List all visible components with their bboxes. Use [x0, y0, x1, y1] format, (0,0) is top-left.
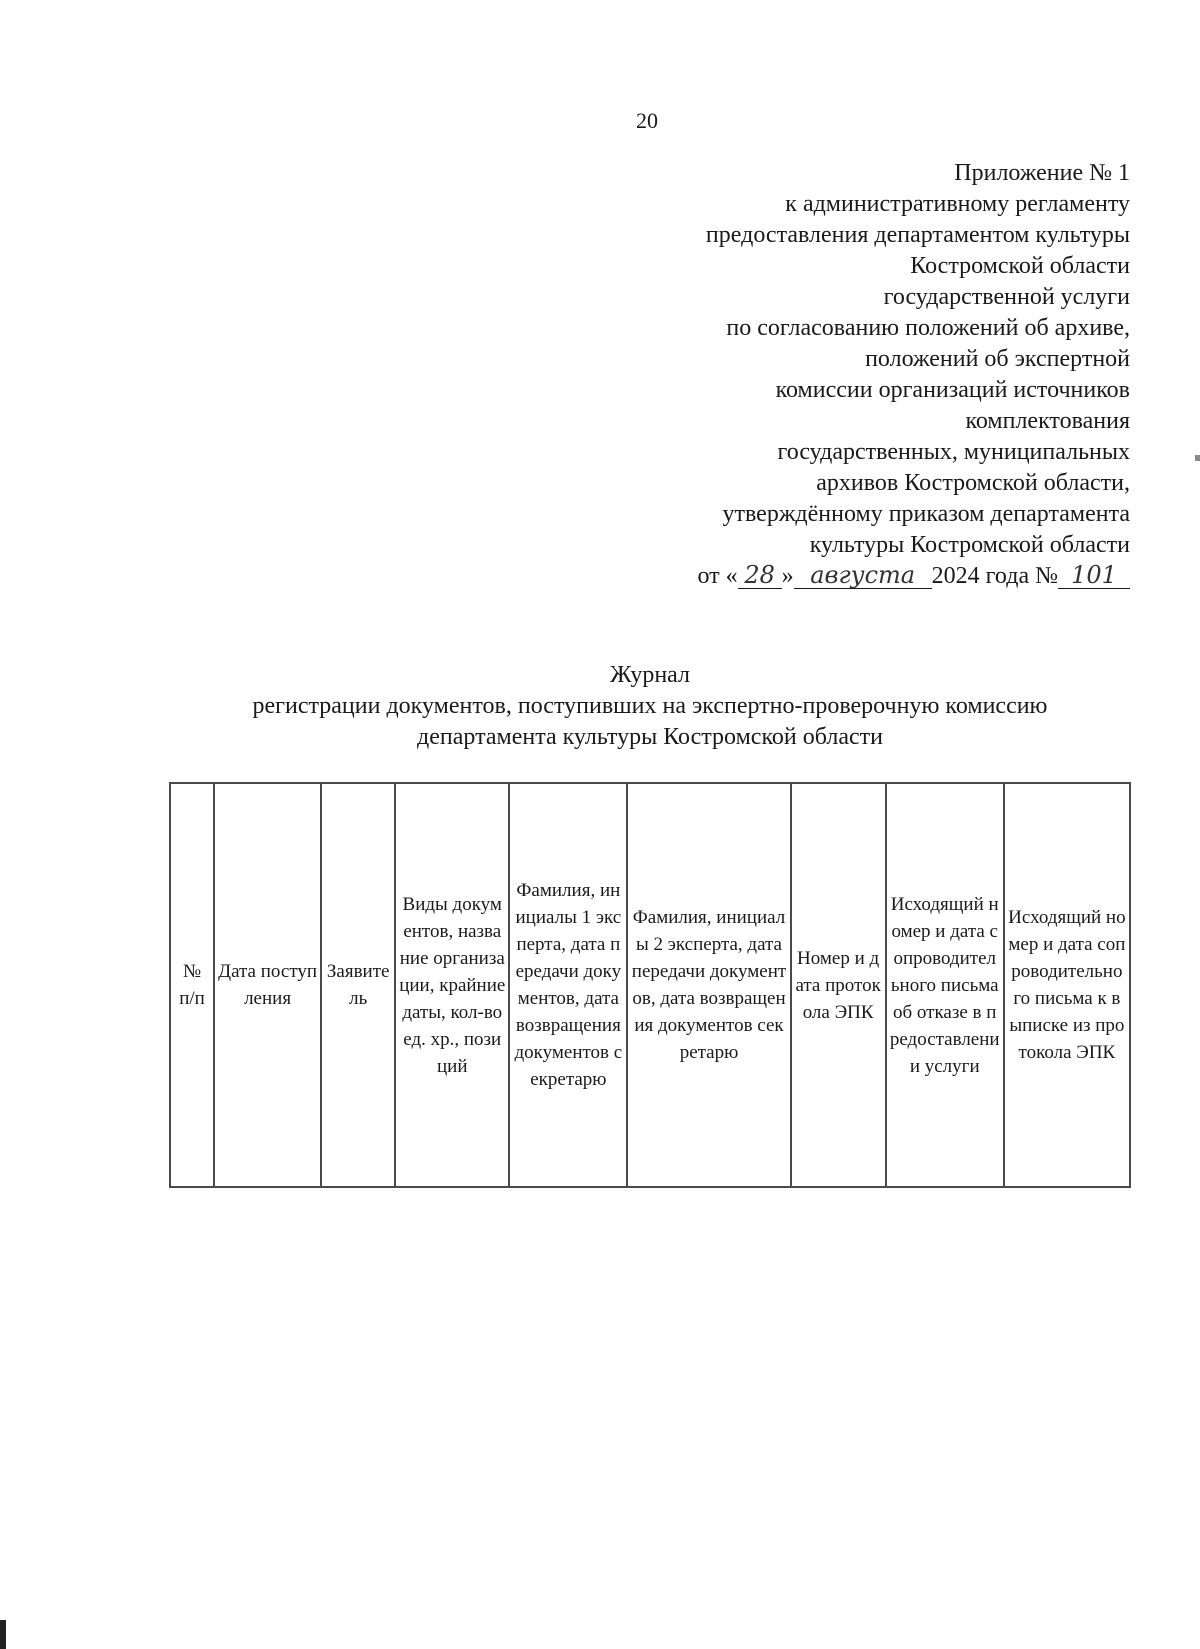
journal-subtitle: регистрации документов, поступивших на экспертно-проверочную комиссию	[252, 693, 1048, 719]
handwritten-day: 28	[738, 562, 782, 589]
handwritten-month: августа	[794, 562, 932, 589]
appendix-line: государственных, муниципальных	[777, 439, 1130, 465]
column-header: № п/п	[170, 783, 214, 1187]
order-date-line	[510, 561, 1130, 592]
appendix-line: по согласованию положений об архиве,	[726, 315, 1130, 341]
column-header: Виды документов, название организации, крайние даты, кол-во ед. хр., позиций	[395, 783, 509, 1187]
date-prefix: от «	[697, 563, 738, 589]
appendix-line: положений об экспертной	[865, 346, 1130, 372]
handwritten-order-number: 101	[1058, 562, 1130, 589]
appendix-line: культуры Костромской области	[809, 532, 1130, 558]
journal-title-block	[150, 660, 1150, 753]
column-header: Дата поступления	[214, 783, 321, 1187]
scan-edge-mark	[0, 1620, 6, 1649]
appendix-line: комиссии организаций источников	[775, 377, 1130, 403]
appendix-line: предоставления департаментом культуры	[705, 222, 1130, 248]
table-header-row	[170, 783, 1130, 1187]
date-quote-close: »	[781, 563, 794, 589]
appendix-line: государственной услуги	[883, 284, 1130, 310]
journal-subtitle: департамента культуры Костромской области	[417, 724, 883, 750]
appendix-line: Приложение № 1	[954, 160, 1130, 186]
page-number: 20	[636, 108, 658, 133]
scan-edge-mark	[1195, 455, 1200, 461]
appendix-header	[510, 158, 1130, 592]
date-year-text: 2024 года №	[931, 563, 1058, 589]
column-header: Исходящий номер и дата сопроводительного письма к выписке из протокола ЭПК	[1004, 783, 1130, 1187]
column-header: Номер и дата протокола ЭПК	[791, 783, 886, 1187]
appendix-line: комплектования	[965, 408, 1130, 434]
column-header: Фамилия, инициалы 1 эксперта, дата передачи документов, дата возвращения документов секретарю	[509, 783, 627, 1187]
column-header: Исходящий номер и дата сопроводительного письма об отказе в предоставлении услуги	[886, 783, 1004, 1187]
appendix-line: архивов Костромской области,	[816, 470, 1130, 496]
column-header: Заявитель	[321, 783, 395, 1187]
journal-title: Журнал	[609, 662, 690, 688]
column-header: Фамилия, инициалы 2 эксперта, дата передачи документов, дата возвращения документов секретарю	[627, 783, 790, 1187]
appendix-line: утверждённому приказом департамента	[722, 501, 1130, 527]
appendix-line: Костромской области	[910, 253, 1130, 279]
registration-journal-table	[169, 782, 1131, 1188]
appendix-line: к административному регламенту	[785, 191, 1130, 217]
